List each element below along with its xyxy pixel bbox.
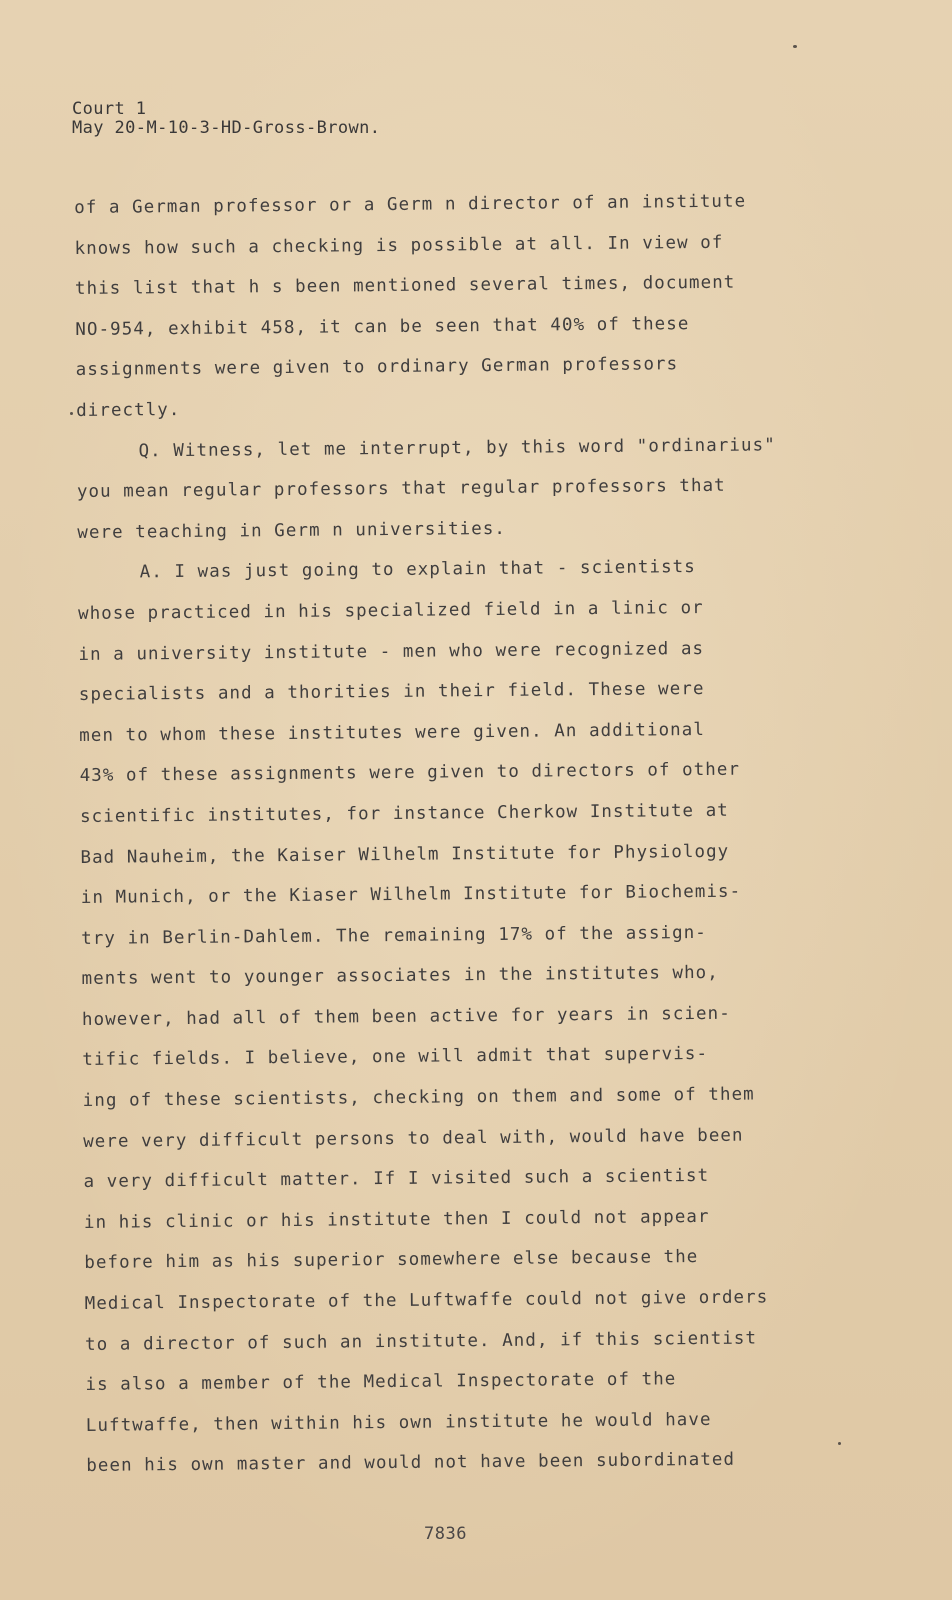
session-reference: May 20-M-10-3-HD-Gross-Brown.	[72, 118, 381, 138]
transcript-line: tific fields. I believe, one will admit that supervis-	[82, 1044, 709, 1071]
transcript-line: you mean regular professors that regular professors that	[76, 475, 726, 503]
transcript-line: were teaching in Germ n universities.	[77, 518, 507, 543]
transcript-line: try in Berlin-Dahlem. The remaining 17% of the assign-	[81, 922, 707, 949]
transcript-line: Medical Inspectorate of the Luftwaffe could not give orders	[84, 1287, 769, 1314]
transcript-line: knows how such a checking is possible at all. In view of	[74, 232, 724, 259]
transcript-line: scientific institutes, for instance Cherkow Institute at	[79, 800, 729, 827]
transcript-line: whose practiced in his specialized field in a linic or	[77, 597, 704, 624]
transcript-line: Luftwaffe, then within his own institute he would have	[85, 1409, 712, 1436]
transcript-line: a very difficult matter. If I visited such a scientist	[83, 1166, 710, 1193]
transcript-line: in Munich, or the Kiaser Wilhelm Institute for Biochemis-	[80, 881, 742, 909]
transcript-line: been his own master and would not have been subordinated	[86, 1450, 736, 1477]
transcript-line: NO-954, exhibit 458, it can be seen that 40% of these	[75, 313, 690, 340]
page-number: 7836	[424, 1524, 467, 1544]
transcript-line: this list that h s been mentioned several times, document	[74, 272, 736, 300]
transcript-line: ments went to younger associates in the institutes who,	[81, 963, 719, 990]
transcript-line: in his clinic or his institute then I could not appear	[83, 1206, 710, 1233]
transcript-line: assignments were given to ordinary German professors	[75, 354, 679, 381]
ink-speck	[838, 1442, 841, 1445]
transcript-line: in a university institute - men who were recognized as	[78, 638, 705, 665]
transcript-line: Bad Nauheim, the Kaiser Wilhelm Institute for Physiology	[80, 841, 730, 868]
answer-line: A. I was just going to explain that - scientists	[139, 557, 696, 583]
ink-speck	[793, 45, 797, 48]
ink-speck	[70, 412, 73, 415]
court-label: Court 1	[72, 99, 147, 119]
transcript-line: specialists and a thorities in their field. These were	[78, 679, 705, 706]
transcript-line: 43% of these assignments were given to directors of other	[79, 759, 741, 787]
transcript-body	[74, 181, 846, 1487]
document-header	[72, 100, 380, 138]
transcript-line: to a director of such an institute. And, if this scientist	[85, 1328, 758, 1355]
transcript-line: before him as his superior somewhere else because the	[84, 1247, 699, 1274]
transcript-line: is also a member of the Medical Inspectorate of the	[85, 1369, 677, 1396]
transcript-line: were very difficult persons to deal with, would have been	[83, 1125, 744, 1152]
transcript-line: however, had all of them been active for years in scien-	[81, 1003, 731, 1030]
transcript-line: directly.	[76, 399, 181, 421]
transcript-line: ing of these scientists, checking on them and some of them	[82, 1084, 755, 1112]
question-line: Q. Witness, let me interrupt, by this word "ordinarius"	[138, 434, 776, 461]
transcript-line: of a German professor or a Germ n director of an institute	[74, 191, 747, 218]
transcript-line: men to whom these institutes were given. An additional	[79, 719, 705, 746]
